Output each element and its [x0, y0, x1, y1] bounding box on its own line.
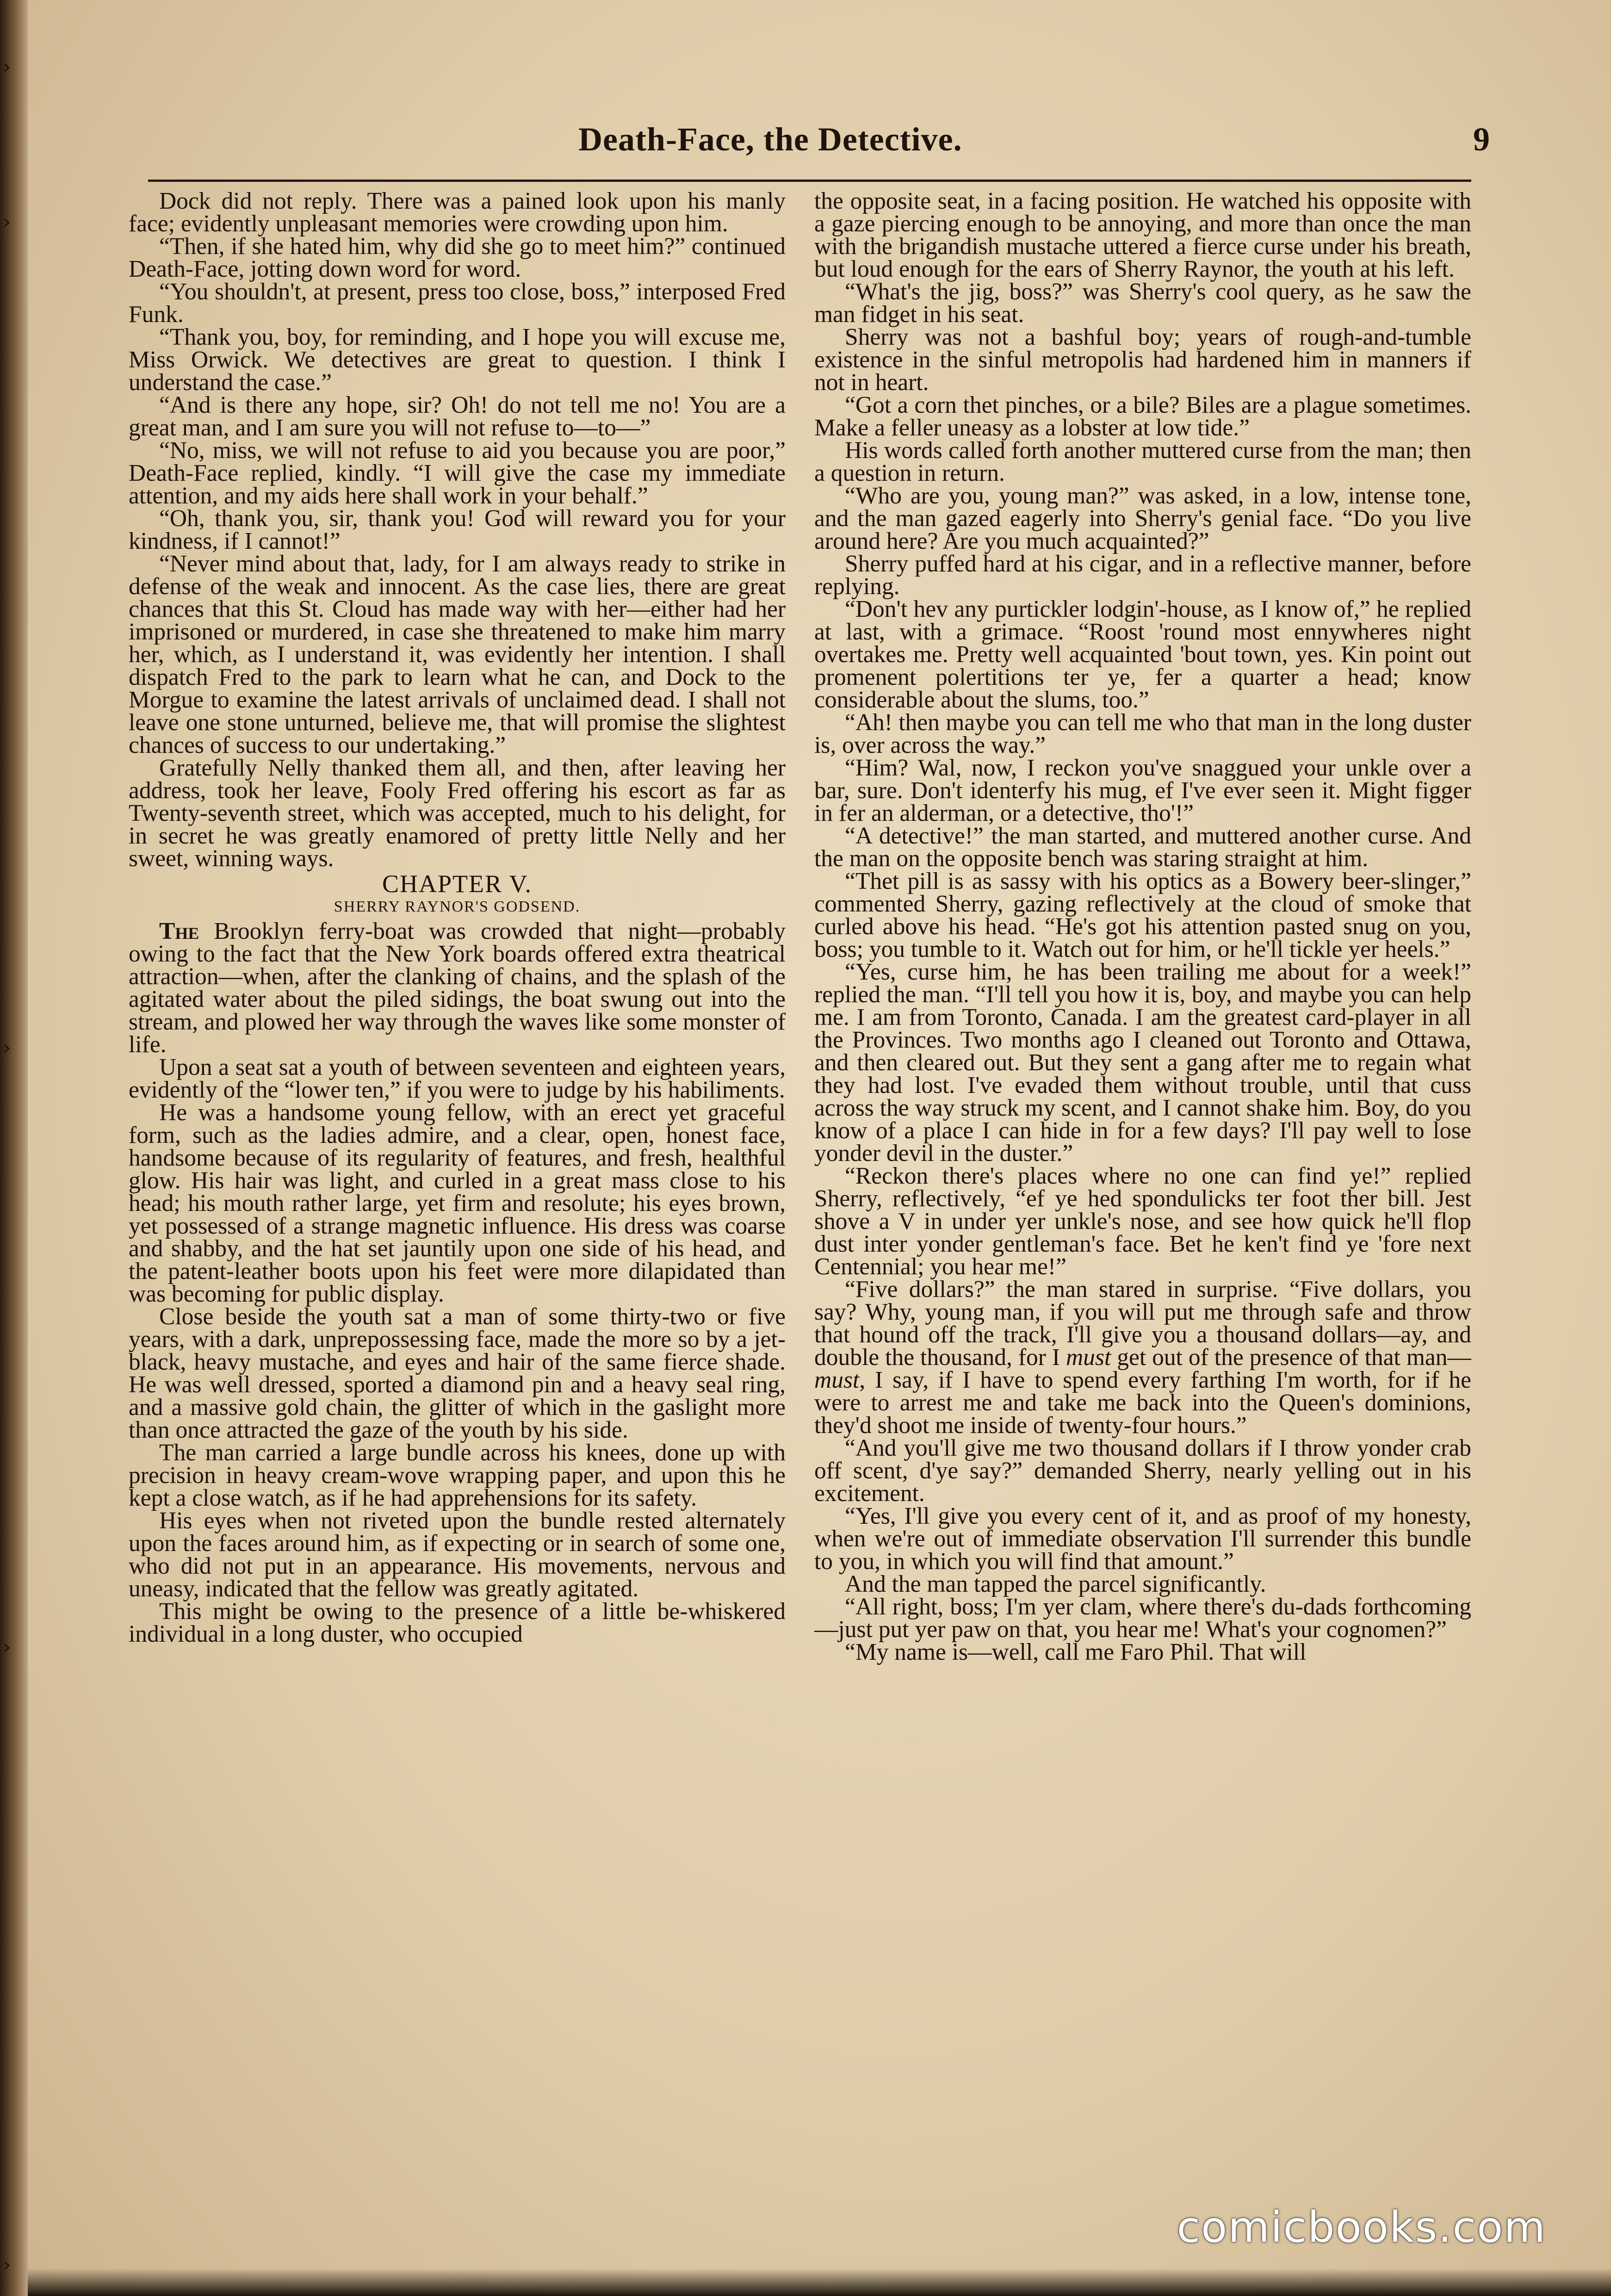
paragraph: “My name is—well, call me Faro Phil. That will [845, 1639, 1307, 1665]
paragraph: Dock did not reply. There was a pained look upon his manly face; evidently unpleasant memories were crowding upon him. [129, 190, 786, 237]
paragraph: Gratefully Nelly thanked them all, and then, after leaving her address, took her leave, Fooly Fred offering his escort as far as Twenty-seventh street, which was accepted, much to his delight, for in secret he was greatly enamored of pretty little Nelly and her sweet, winning ways. [129, 755, 786, 872]
paragraph-text: get out of the presence of that man— [1111, 1344, 1471, 1371]
paragraph: Sherry puffed hard at his cigar, and in a reflective manner, before replying. [814, 551, 1471, 600]
paragraph: “Thank you, boy, for reminding, and I hope you will excuse me, Miss Orwick. We detectives are great to question. I think I understand the case.” [129, 324, 786, 396]
paragraph: He was a handsome young fellow, with an erect yet graceful form, such as the ladies admire, and a clear, open, honest face, handsome because of its regularity of features, and fresh, healthful glow. His hair was light, and curled in a great mass close to his head; his mouth rather large, yet firm and resolute; his eyes brown, yet possessed of a strange magnetic influence. His dress was coarse and shabby, and the hat set jauntily upon one side of his head, and the patent-leather boots upon his feet were more dilapidated than was becoming for public display. [129, 1099, 786, 1307]
chapter-title: CHAPTER V. [382, 870, 533, 898]
paragraph: Upon a seat sat a youth of between seventeen and eighteen years, evidently of the “lower ten,” if you were to judge by his habiliments. [129, 1054, 786, 1103]
paragraph [814, 1278, 1471, 1437]
binding-tack-icon: › [3, 210, 11, 234]
page-number: 9 [1473, 121, 1490, 158]
paragraph: “Don't hev any purtickler lodgin'-house, as I know of,” he replied at last, with a grimace. “Roost 'round most ennywheres night overtakes me. Pretty well acquainted 'bout town, yes. Kin point out promenent polertitions ter ye, fer a quarter a head; know considerable about the slums, too.” [814, 596, 1471, 713]
binding-tack-icon: › [3, 1036, 11, 1060]
paragraph-text: , I say, if I have to spend every farthing I'm worth, for if he were to arrest me and take me back into the Queen's dominions, they'd shoot me inside of twenty-four hours.” [814, 1367, 1471, 1439]
binding-tack-icon: › [3, 1635, 11, 1659]
right-column [814, 190, 1471, 2156]
running-title: Death-Face, the Detective. [578, 121, 962, 158]
binding-tack-icon: › [3, 2253, 11, 2277]
paragraph: This might be owing to the presence of a little be-whiskered individual in a long duster, who occupied [129, 1598, 786, 1647]
paragraph: And the man tapped the parcel significantly. [845, 1571, 1266, 1597]
paragraph: “Got a corn thet pinches, or a bile? Biles are a plague sometimes. Make a feller uneasy as a lobster at low tide.” [814, 392, 1471, 441]
left-column [129, 190, 786, 2156]
running-header [176, 120, 1499, 171]
paragraph: Close beside the youth sat a man of some thirty-two or five years, with a dark, unprepossessing face, made the more so by a jet-black, heavy mustache, and eyes and hair of the same fierce shade. He was well dressed, sported a diamond pin and a heavy seal ring, and a massive gold chain, the glitter of which in the gaslight more than once attracted the gaze of the youth by his side. [129, 1303, 786, 1443]
header-rule [148, 180, 1471, 182]
paragraph: “Thet pill is as sassy with his optics as a Bowery beer-slinger,” commented Sherry, gazing reflectively at the cloud of smoke that curled above his head. “He's got his attention pasted snug on you, boss; you tumble to it. Watch out for him, or he'll tickle yer heels.” [814, 868, 1471, 962]
paragraph [129, 920, 786, 1056]
paragraph: Sherry was not a bashful boy; years of rough-and-tumble existence in the sinful metropolis had hardened him in manners if not in heart. [814, 324, 1471, 396]
binding-spine [0, 0, 28, 2296]
paragraph: “You shouldn't, at present, press too close, boss,” interposed Fred Funk. [129, 279, 786, 328]
paragraph: “Yes, curse him, he has been trailing me about for a week!” replied the man. “I'll tell you how it is, boy, and maybe you can help me. I am from Toronto, Canada. I am the greatest card-player in all the Provinces. Two months ago I cleaned out Toronto and Ottawa, and then cleared out. But they sent a gang after me to regain what they had lost. I've evaded them without trouble, until that cuss across the way struck my scent, and I cannot shake him. Boy, do you know of a place I can hide in for a few days? I'll pay well to lose yonder devil in the duster.” [814, 959, 1471, 1167]
paragraph: His words called forth another muttered curse from the man; then a question in return. [814, 437, 1471, 486]
paragraph: “Reckon there's places where no one can find ye!” replied Sherry, reflectively, “ef ye hed spondulicks ter foot ther bill. Jest shove a V in under yer unkle's nose, and see how quick he'll flop dust inter yonder gentleman's face. Bet he ken't find ye 'fore next Centennial; you hear me!” [814, 1163, 1471, 1280]
paragraph: “Never mind about that, lady, for I am always ready to strike in defense of the weak and innocent. As the case lies, there are great chances that this St. Cloud has made way with her—either had her imprisoned or murdered, in case she threatened to make him marry her, which, as I understand it, was evidently her intention. I shall dispatch Fred to the park to learn what he can, and Dock to the Morgue to examine the latest arrivals of unclaimed dead. I shall not leave one stone unturned, believe me, that will promise the slightest chances of success to our undertaking.” [129, 551, 786, 758]
paragraph: “Yes, I'll give you every cent of it, and as proof of my honesty, when we're out of immediate observation I'll surrender this bundle to you, in which you will find that amount.” [814, 1503, 1471, 1575]
paragraph-text: “Five dollars?” the man stared in surprise. “Five dollars, you say? Why, young man, if you will put me through safe and throw that hound off the track, I'll give you a thousand dollars—ay, and double the thousand, for I [814, 1276, 1471, 1371]
emphasis: must [814, 1367, 860, 1393]
paragraph: “Who are you, young man?” was asked, in a low, intense tone, and the man gazed eagerly into Sherry's genial face. “Do you live around here? Are you much acquainted?” [814, 483, 1471, 554]
chapter-lead-word: The [159, 918, 199, 944]
emphasis: must [1066, 1344, 1111, 1371]
paragraph: The man carried a large bundle across his knees, done up with precision in heavy cream-wove wrapping paper, and upon this he kept a close watch, as if he had apprehensions for its safety. [129, 1440, 786, 1511]
binding-tack-icon: › [3, 55, 11, 79]
page-bottom-shadow [28, 2268, 1611, 2296]
watermark: comicbooks.com [1177, 2203, 1546, 2252]
paragraph: “What's the jig, boss?” was Sherry's cool query, as he saw the man fidget in his seat. [814, 279, 1471, 328]
paragraph: the opposite seat, in a facing position. He watched his opposite with a gaze piercing enough to be annoying, and more than once the man with the brigandish mustache uttered a fierce curse under his breath, but loud enough for the ears of Sherry Raynor, the youth at his left. [814, 190, 1471, 282]
paragraph: His eyes when not riveted upon the bundle rested alternately upon the faces around him, as if expecting or in search of some one, who did not put in an appearance. His movements, nervous and uneasy, indicated that the fellow was greatly agitated. [129, 1508, 786, 1602]
paragraph: “Ah! then maybe you can tell me who that man in the long duster is, over across the way.” [814, 709, 1471, 758]
paragraph: “A detective!” the man started, and muttered another curse. And the man on the opposite bench was staring straight at him. [814, 823, 1471, 872]
paragraph: “All right, boss; I'm yer clam, where there's du-dads forthcoming—just put yer paw on that, you hear me! What's your cognomen?” [814, 1594, 1471, 1643]
paragraph: “Oh, thank you, sir, thank you! God will reward you for your kindness, if I cannot!” [129, 505, 786, 554]
paragraph-text: Brooklyn ferry-boat was crowded that night—probably owing to the fact that the New York boards offered extra theatrical attraction—when, after the clanking of chains, and the splash of the agitated water about the piled sidings, the boat swung out into the stream, and plowed her way through the waves like some monster of life. [129, 918, 786, 1058]
paragraph: “No, miss, we will not refuse to aid you because you are poor,” Death-Face replied, kindly. “I will give the case my immediate attention, and my aids here shall work in your behalf.” [129, 437, 786, 509]
paragraph: “And is there any hope, sir? Oh! do not tell me no! You are a great man, and I am sure you will not refuse to—to—” [129, 392, 786, 441]
book-page [28, 0, 1611, 2296]
chapter-subtitle: SHERRY RAYNOR'S GODSEND. [334, 898, 581, 915]
paragraph: “Him? Wal, now, I reckon you've snaggued your unkle over a bar, sure. Don't identerfy his mug, ef I've ever seen it. Might figger in fer an alderman, or a detective, tho'!” [814, 755, 1471, 826]
paragraph: “And you'll give me two thousand dollars if I throw yonder crab off scent, d'ye say?” demanded Sherry, nearly yelling out in his excitement. [814, 1435, 1471, 1507]
paragraph: “Then, if she hated him, why did she go to meet him?” continued Death-Face, jotting down word for word. [129, 233, 786, 282]
